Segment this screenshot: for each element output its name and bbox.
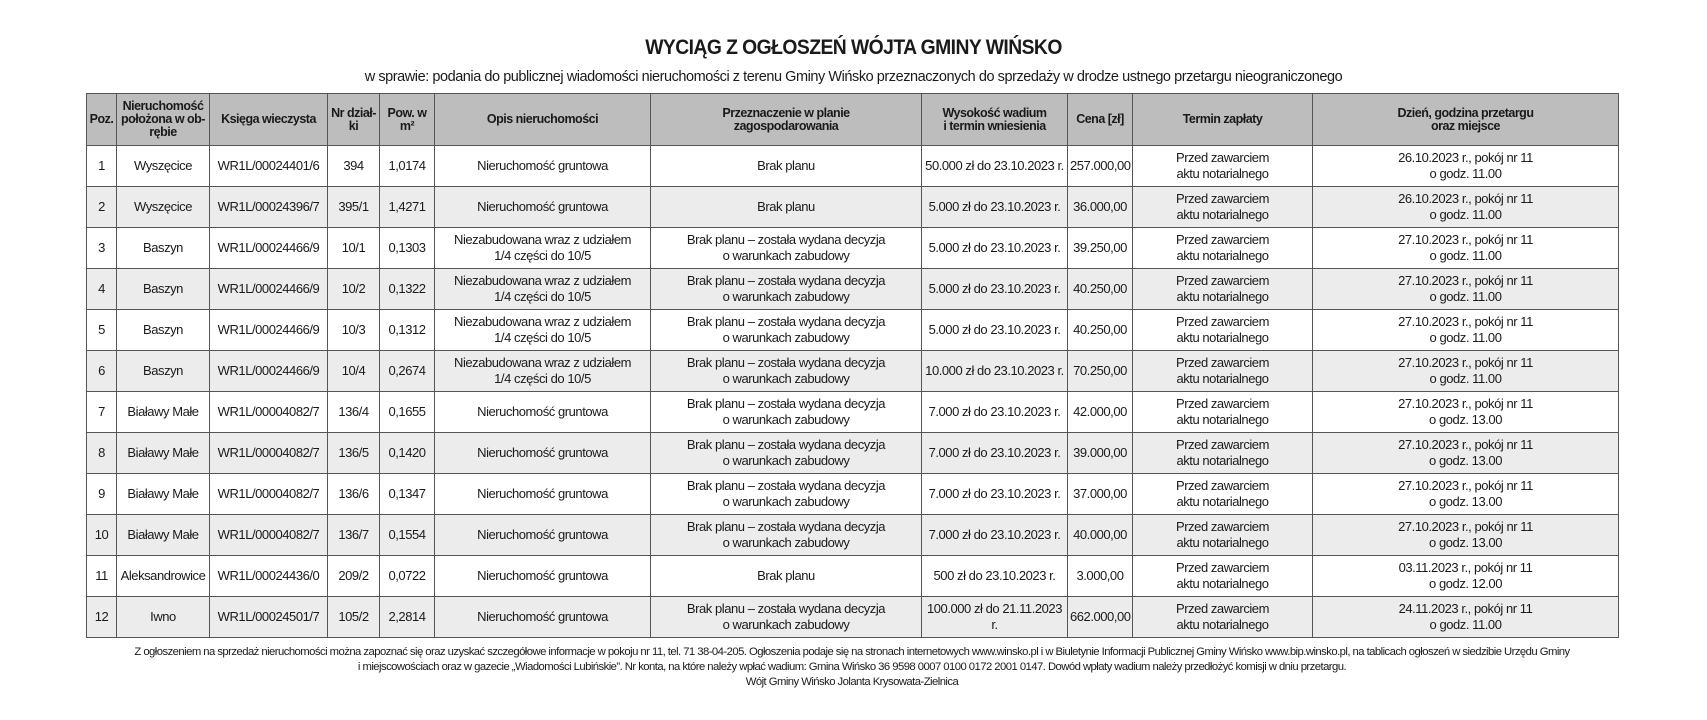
cell-cena: 40.250,00 [1068,310,1133,351]
cell-cena: 40.000,00 [1068,515,1133,556]
cell-line: o godz. 11.00 [1429,617,1502,632]
cell-line: Brak planu – została wydana decyzja [686,478,886,493]
cell-line: Brak planu – została wydana decyzja [686,314,886,329]
cell-line: aktu notarialnego [1176,371,1269,386]
cell-przetarg [1313,269,1619,310]
cell-line: Nieruchomość gruntowa [477,486,608,501]
cell-poz: 8 [87,433,117,474]
cell-dzialka: 10/1 [328,228,380,269]
table-row [87,515,1619,556]
cell-line: Przed zawarciem [1176,191,1269,206]
cell-line: o warunkach zabudowy [722,535,850,550]
cell-line: aktu notarialnego [1176,330,1269,345]
cell-termin [1133,187,1313,228]
cell-kw: WR1L/00004082/7 [210,392,328,433]
cell-wadium: 7.000 zł do 23.10.2023 r. [922,392,1068,433]
cell-line: 26.10.2023 r., pokój nr 11 [1398,191,1533,206]
cell-line: 1/4 części do 10/5 [494,248,591,263]
cell-line: 27.10.2023 r., pokój nr 11 [1398,355,1533,370]
cell-opis [435,228,651,269]
table-row [87,351,1619,392]
cell-pow: 0,1420 [380,433,435,474]
cell-przetarg [1313,351,1619,392]
cell-line: Przed zawarciem [1176,355,1269,370]
cell-pow: 0,2674 [380,351,435,392]
cell-line: Brak planu – została wydana decyzja [686,601,886,616]
table-row [87,392,1619,433]
column-header-line: Cena [zł] [1076,112,1124,126]
cell-opis [435,310,651,351]
cell-line: o godz. 11.00 [1429,371,1502,386]
cell-cena: 39.250,00 [1068,228,1133,269]
cell-pow: 0,1554 [380,515,435,556]
cell-przezn [651,392,922,433]
cell-wadium: 500 zł do 23.10.2023 r. [922,556,1068,597]
property-table [86,93,1619,638]
cell-pow: 0,1347 [380,474,435,515]
cell-kw: WR1L/00024436/0 [210,556,328,597]
cell-line: o warunkach zabudowy [722,371,850,386]
cell-line: Niezabudowana wraz z udziałem [454,355,631,370]
cell-line: 1/4 części do 10/5 [494,330,591,345]
cell-pow: 1,4271 [380,187,435,228]
cell-dzialka: 105/2 [328,597,380,638]
cell-line: Nieruchomość gruntowa [477,527,608,542]
cell-wadium: 5.000 zł do 23.10.2023 r. [922,187,1068,228]
cell-line: 27.10.2023 r., pokój nr 11 [1398,232,1533,247]
cell-obreb: Baszyn [117,228,210,269]
cell-przetarg [1313,433,1619,474]
cell-obreb: Iwno [117,597,210,638]
cell-line: Nieruchomość gruntowa [477,404,608,419]
cell-termin [1133,269,1313,310]
cell-line: Nieruchomość gruntowa [477,568,608,583]
cell-line: 27.10.2023 r., pokój nr 11 [1398,314,1533,329]
cell-przetarg [1313,515,1619,556]
cell-pow: 0,1655 [380,392,435,433]
cell-line: Brak planu – została wydana decyzja [686,519,886,534]
cell-dzialka: 395/1 [328,187,380,228]
cell-line: o warunkach zabudowy [722,494,850,509]
cell-poz: 11 [87,556,117,597]
cell-line: Nieruchomość gruntowa [477,158,608,173]
column-header-line: Pow. w [387,105,427,120]
cell-termin [1133,597,1313,638]
cell-line: Brak planu – została wydana decyzja [686,232,886,247]
cell-przezn [651,187,922,228]
column-header-line: położona w ob- [121,112,205,126]
table-row [87,474,1619,515]
cell-line: aktu notarialnego [1176,453,1269,468]
cell-przezn [651,146,922,187]
cell-obreb: Wyszęcice [117,146,210,187]
cell-cena: 37.000,00 [1068,474,1133,515]
cell-opis [435,146,651,187]
column-header-line: zagospodarowania [733,118,839,133]
cell-opis [435,269,651,310]
cell-termin [1133,433,1313,474]
cell-pow: 0,0722 [380,556,435,597]
cell-obreb: Baszyn [117,310,210,351]
cell-dzialka: 136/6 [328,474,380,515]
cell-line: aktu notarialnego [1176,289,1269,304]
cell-cena: 39.000,00 [1068,433,1133,474]
cell-line: aktu notarialnego [1176,576,1269,591]
column-header-line: m² [399,118,415,133]
cell-obreb: Aleksandrowice [117,556,210,597]
cell-przezn [651,515,922,556]
cell-line: Brak planu – została wydana decyzja [686,437,886,452]
table-row [87,146,1619,187]
cell-przetarg [1313,228,1619,269]
cell-opis [435,474,651,515]
cell-termin [1133,146,1313,187]
cell-termin [1133,556,1313,597]
column-header-line: Przeznaczenie w planie [722,105,850,120]
cell-line: o godz. 13.00 [1429,412,1502,427]
cell-dzialka: 136/4 [328,392,380,433]
cell-line: Przed zawarciem [1176,478,1269,493]
cell-line: aktu notarialnego [1176,412,1269,427]
cell-kw: WR1L/00024466/9 [210,310,328,351]
cell-obreb: Białawy Małe [117,433,210,474]
cell-dzialka: 136/5 [328,433,380,474]
cell-line: 27.10.2023 r., pokój nr 11 [1398,437,1533,452]
cell-poz: 5 [87,310,117,351]
cell-dzialka: 10/3 [328,310,380,351]
cell-kw: WR1L/00004082/7 [210,474,328,515]
cell-poz: 2 [87,187,117,228]
column-header-obreb [117,94,210,146]
cell-wadium: 50.000 zł do 23.10.2023 r. [922,146,1068,187]
cell-line: o warunkach zabudowy [722,412,850,427]
cell-przezn [651,228,922,269]
cell-line: 1/4 części do 10/5 [494,289,591,304]
cell-obreb: Białawy Małe [117,474,210,515]
cell-kw: WR1L/00024466/9 [210,269,328,310]
cell-termin [1133,310,1313,351]
column-header-line: oraz miejsce [1430,118,1501,133]
cell-pow: 0,1312 [380,310,435,351]
cell-line: Przed zawarciem [1176,232,1269,247]
cell-line: o godz. 13.00 [1429,453,1502,468]
cell-line: Brak planu – została wydana decyzja [686,355,886,370]
cell-line: Przed zawarciem [1176,396,1269,411]
cell-pow: 0,1303 [380,228,435,269]
cell-opis [435,392,651,433]
cell-poz: 12 [87,597,117,638]
cell-line: 24.11.2023 r., pokój nr 11 [1398,601,1533,616]
cell-line: 27.10.2023 r., pokój nr 11 [1398,396,1533,411]
cell-line: Przed zawarciem [1176,437,1269,452]
cell-dzialka: 10/2 [328,269,380,310]
cell-line: Nieruchomość gruntowa [477,199,608,214]
cell-przezn [651,351,922,392]
cell-line: aktu notarialnego [1176,248,1269,263]
cell-przetarg [1313,392,1619,433]
table-header-row [87,94,1619,146]
cell-line: Przed zawarciem [1176,273,1269,288]
cell-cena: 3.000,00 [1068,556,1133,597]
cell-line: 27.10.2023 r., pokój nr 11 [1398,478,1533,493]
column-header-line: rębie [149,125,177,139]
cell-cena: 36.000,00 [1068,187,1133,228]
cell-line: aktu notarialnego [1176,617,1269,632]
cell-line: aktu notarialnego [1176,207,1269,222]
cell-line: o godz. 11.00 [1429,248,1502,263]
cell-obreb: Białawy Małe [117,392,210,433]
cell-obreb: Białawy Małe [117,515,210,556]
column-header-przetarg [1313,94,1619,146]
cell-cena: 70.250,00 [1068,351,1133,392]
cell-line: Brak planu [757,158,815,173]
cell-przetarg [1313,556,1619,597]
column-header-przezn [651,94,922,146]
cell-cena: 40.250,00 [1068,269,1133,310]
cell-dzialka: 209/2 [328,556,380,597]
cell-przetarg [1313,146,1619,187]
cell-przezn [651,269,922,310]
cell-line: o warunkach zabudowy [722,248,850,263]
column-header-line: ki [348,118,359,133]
cell-dzialka: 136/7 [328,515,380,556]
cell-przezn [651,556,922,597]
cell-line: Nieruchomość gruntowa [477,445,608,460]
cell-line: o godz. 12.00 [1429,576,1502,591]
cell-przezn [651,310,922,351]
cell-line: Przed zawarciem [1176,601,1269,616]
column-header-poz [87,94,117,146]
column-header-termin [1133,94,1313,146]
column-header-line: Nieruchomość [122,99,204,113]
cell-przezn [651,474,922,515]
table-row [87,597,1619,638]
table-row [87,187,1619,228]
cell-kw: WR1L/00024501/7 [210,597,328,638]
cell-termin [1133,474,1313,515]
column-header-line: Opis nieruchomości [486,112,599,126]
cell-wadium: 5.000 zł do 23.10.2023 r. [922,228,1068,269]
cell-poz: 3 [87,228,117,269]
cell-dzialka: 394 [328,146,380,187]
cell-opis [435,515,651,556]
cell-line: o godz. 13.00 [1429,535,1502,550]
footer-line-1: Z ogłoszeniem na sprzedaż nieruchomości można zapoznać się oraz uzyskać szczegółowe informacje w pokoju nr 11, tel. 71 38-04-205. Ogłoszenia podaje się na stronach internetowych www.winsko.pl i w Biuletynie Informacji Publicznej Gminy Wińsko www.bip.winsko.pl, na tablicach ogłoszeń w siedzibie Urzędu Gminy [134,646,1570,658]
table-row [87,228,1619,269]
cell-poz: 9 [87,474,117,515]
cell-przetarg [1313,474,1619,515]
cell-przetarg [1313,597,1619,638]
cell-line: o godz. 13.00 [1429,494,1502,509]
cell-opis [435,187,651,228]
cell-line: o godz. 11.00 [1429,207,1502,222]
cell-pow: 0,1322 [380,269,435,310]
column-header-opis [435,94,651,146]
cell-line: Brak planu – została wydana decyzja [686,396,886,411]
cell-kw: WR1L/00024466/9 [210,228,328,269]
cell-wadium: 5.000 zł do 23.10.2023 r. [922,269,1068,310]
cell-line: Nieruchomość gruntowa [477,609,608,624]
document-title: WYCIĄG Z OGŁOSZEŃ WÓJTA GMINY WIŃSKO [645,36,1062,59]
cell-pow: 1,0174 [380,146,435,187]
cell-line: Niezabudowana wraz z udziałem [454,314,631,329]
cell-line: 27.10.2023 r., pokój nr 11 [1398,519,1533,534]
cell-line: Niezabudowana wraz z udziałem [454,273,631,288]
cell-line: 27.10.2023 r., pokój nr 11 [1398,273,1533,288]
footer-note [86,645,1618,690]
cell-poz: 7 [87,392,117,433]
table-row [87,556,1619,597]
cell-poz: 10 [87,515,117,556]
cell-przezn [651,433,922,474]
cell-line: o warunkach zabudowy [722,453,850,468]
cell-poz: 1 [87,146,117,187]
cell-kw: WR1L/00024396/7 [210,187,328,228]
cell-obreb: Wyszęcice [117,187,210,228]
cell-line: aktu notarialnego [1176,535,1269,550]
column-header-wadium [922,94,1068,146]
cell-line: o godz. 11.00 [1429,166,1502,181]
cell-dzialka: 10/4 [328,351,380,392]
cell-cena: 257.000,00 [1068,146,1133,187]
table-row [87,269,1619,310]
cell-termin [1133,515,1313,556]
cell-opis [435,351,651,392]
cell-kw: WR1L/00024401/6 [210,146,328,187]
cell-poz: 4 [87,269,117,310]
cell-line: o warunkach zabudowy [722,289,850,304]
column-header-cena [1068,94,1133,146]
cell-opis [435,433,651,474]
cell-line: o godz. 11.00 [1429,330,1502,345]
column-header-line: Wysokość wadium [942,105,1047,120]
cell-line: o warunkach zabudowy [722,617,850,632]
table-row [87,433,1619,474]
cell-kw: WR1L/00004082/7 [210,433,328,474]
column-header-line: Księga wieczysta [221,112,316,126]
cell-wadium: 10.000 zł do 23.10.2023 r. [922,351,1068,392]
cell-line: o warunkach zabudowy [722,330,850,345]
column-header-dzialka [328,94,380,146]
cell-line: Przed zawarciem [1176,314,1269,329]
cell-line: aktu notarialnego [1176,166,1269,181]
footer-signature: Wójt Gminy Wińsko Jolanta Krysowata-Zielnica [745,676,959,688]
column-header-line: Dzień, godzina przetargu [1397,105,1534,120]
cell-line: Brak planu [757,568,815,583]
cell-cena: 42.000,00 [1068,392,1133,433]
cell-obreb: Baszyn [117,351,210,392]
cell-przetarg [1313,310,1619,351]
cell-przetarg [1313,187,1619,228]
cell-line: Niezabudowana wraz z udziałem [454,232,631,247]
cell-cena: 662.000,00 [1068,597,1133,638]
cell-line: aktu notarialnego [1176,494,1269,509]
cell-termin [1133,351,1313,392]
cell-wadium: 100.000 zł do 21.11.2023 r. [922,597,1068,638]
cell-termin [1133,228,1313,269]
cell-line: Brak planu – została wydana decyzja [686,273,886,288]
cell-line: Przed zawarciem [1176,519,1269,534]
cell-pow: 2,2814 [380,597,435,638]
column-header-line: Poz. [89,112,114,126]
cell-kw: WR1L/00024466/9 [210,351,328,392]
cell-wadium: 7.000 zł do 23.10.2023 r. [922,474,1068,515]
cell-termin [1133,392,1313,433]
column-header-line: Nr dział- [331,105,376,120]
cell-line: o godz. 11.00 [1429,289,1502,304]
cell-line: 1/4 części do 10/5 [494,371,591,386]
cell-poz: 6 [87,351,117,392]
table-body [87,146,1619,638]
cell-line: 26.10.2023 r., pokój nr 11 [1398,150,1533,165]
column-header-line: Termin zapłaty [1182,112,1263,126]
footer-line-2: i miejscowościach oraz w gazecie „Wiadomości Lubińskie”. Nr konta, na które należy wpłać wadium: Gmina Wińsko 36 9598 0007 0100 0172 2001 0147. Dowód wpłaty wadium należy przedłożyć komisji w dniu przetargu. [357,661,1347,673]
cell-obreb: Baszyn [117,269,210,310]
cell-kw: WR1L/00004082/7 [210,515,328,556]
cell-wadium: 7.000 zł do 23.10.2023 r. [922,515,1068,556]
cell-opis [435,556,651,597]
cell-line: Przed zawarciem [1176,560,1269,575]
column-header-pow [380,94,435,146]
column-header-kw [210,94,328,146]
table-row [87,310,1619,351]
cell-wadium: 7.000 zł do 23.10.2023 r. [922,433,1068,474]
cell-line: Przed zawarciem [1176,150,1269,165]
cell-opis [435,597,651,638]
column-header-line: i termin wniesienia [943,118,1046,133]
cell-line: 03.11.2023 r., pokój nr 11 [1398,560,1533,575]
cell-przezn [651,597,922,638]
cell-line: Brak planu [757,199,815,214]
document-subtitle: w sprawie: podania do publicznej wiadomości nieruchomości z terenu Gminy Wińsko przeznaczonych do sprzedaży w drodze ustnego przetargu nieograniczonego [364,69,1343,85]
cell-wadium: 5.000 zł do 23.10.2023 r. [922,310,1068,351]
